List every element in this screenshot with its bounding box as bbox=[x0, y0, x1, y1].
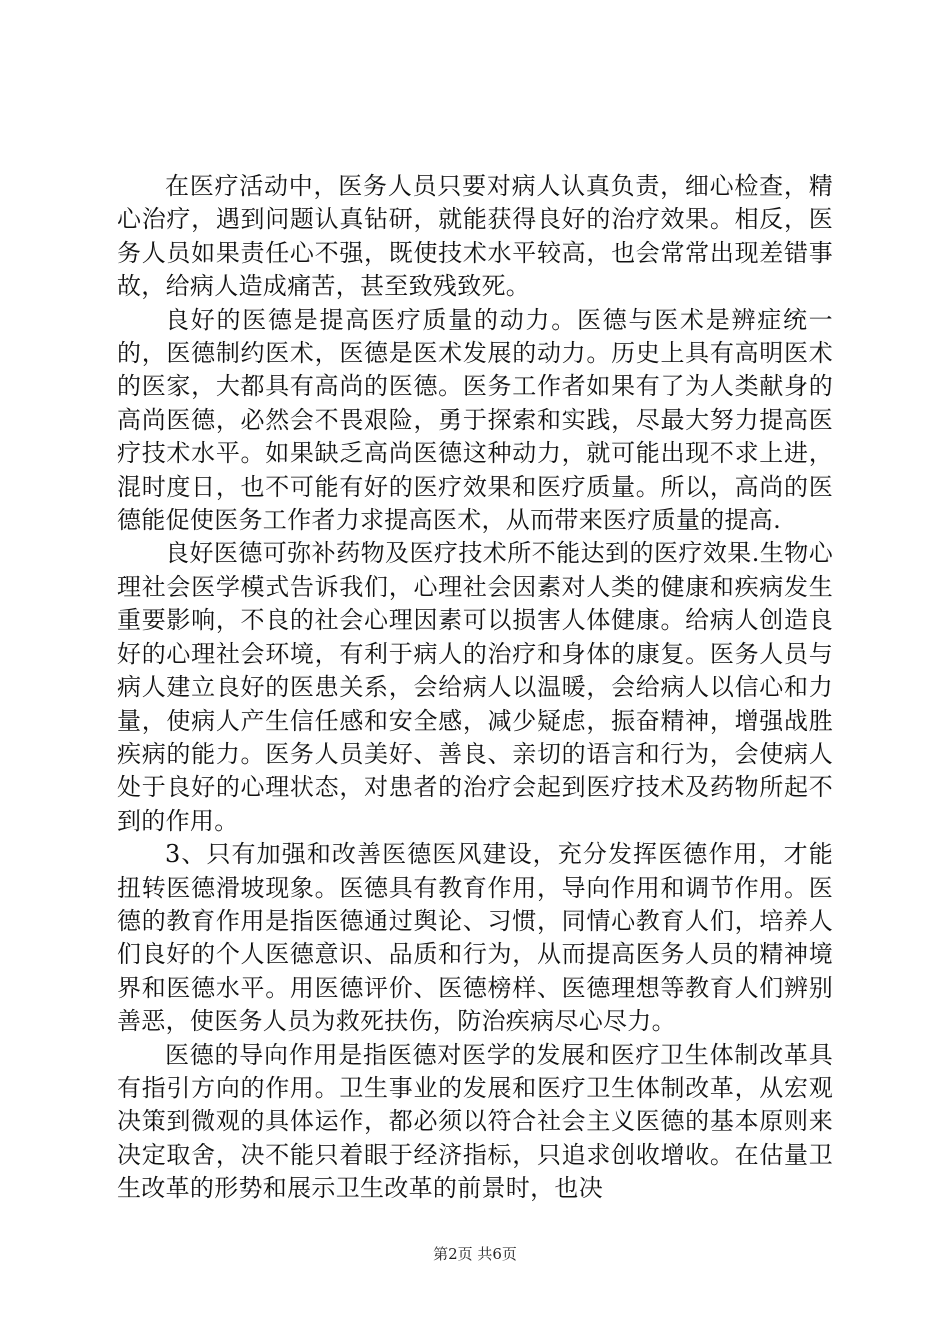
paragraph-1: 在医疗活动中，医务人员只要对病人认真负责，细心检查，精心治疗，遇到问题认真钻研，就能获得良好的治疗效果。相反，医务人员如果责任心不强，既使技术水平较高，也会常常出现差错事故，给病人造成痛苦，甚至致残致死。 bbox=[117, 172, 833, 301]
page-number: 第2页 bbox=[433, 1245, 473, 1263]
paragraph-2: 良好的医德是提高医疗质量的动力。医德与医术是辨症统一的，医德制约医术，医德是医术发展的动力。历史上具有高明医术的医家，大都具有高尚的医德。医务工作者如果有了为人类献身的高尚医德，必然会不畏艰险，勇于探索和实践，尽最大努力提高医疗技术水平。如果缺乏高尚医德这种动力，就可能出现不求上进，混时度日，也不可能有好的医疗效果和医疗质量。所以，高尚的医德能促使医务工作者力求提高医术，从而带来医疗质量的提高. bbox=[117, 305, 833, 535]
paragraph-5: 医德的导向作用是指医德对医学的发展和医疗卫生体制改革具有指引方向的作用。卫生事业的发展和医疗卫生体制改革，从宏观决策到微观的具体运作，都必须以符合社会主义医德的基本原则来决定取舍，决不能只着眼于经济指标，只追求创收增收。在估量卫生改革的形势和展示卫生改革的前景时，也决 bbox=[117, 1040, 833, 1203]
document-body bbox=[117, 170, 833, 1206]
paragraph-3: 良好医德可弥补药物及医疗技术所不能达到的医疗效果.生物心理社会医学模式告诉我们，心理社会因素对人类的健康和疾病发生重要影响，不良的社会心理因素可以损害人体健康。给病人创造良好的心理社会环境，有利于病人的治疗和身体的康复。医务人员与病人建立良好的医患关系，会给病人以温暖，会给病人以信心和力量，使病人产生信任感和安全感，减少疑虑，振奋精神，增强战胜疾病的能力。医务人员美好、善良、亲切的语言和行为，会使病人处于良好的心理状态，对患者的治疗会起到医疗技术及药物所起不到的作用。 bbox=[117, 539, 833, 835]
paragraph-4: 3、只有加强和改善医德医风建设，充分发挥医德作用，才能扭转医德滑坡现象。医德具有教育作用，导向作用和调节作用。医德的教育作用是指医德通过舆论、习惯，同情心教育人们，培养人们良好的个人医德意识、品质和行为，从而提高医务人员的精神境界和医德水平。用医德评价、医德榜样、医德理想等教育人们辨别善恶，使医务人员为救死扶伤，防治疾病尽心尽力。 bbox=[117, 840, 833, 1036]
page-total: 共6页 bbox=[477, 1245, 517, 1263]
page-footer bbox=[0, 1244, 950, 1264]
